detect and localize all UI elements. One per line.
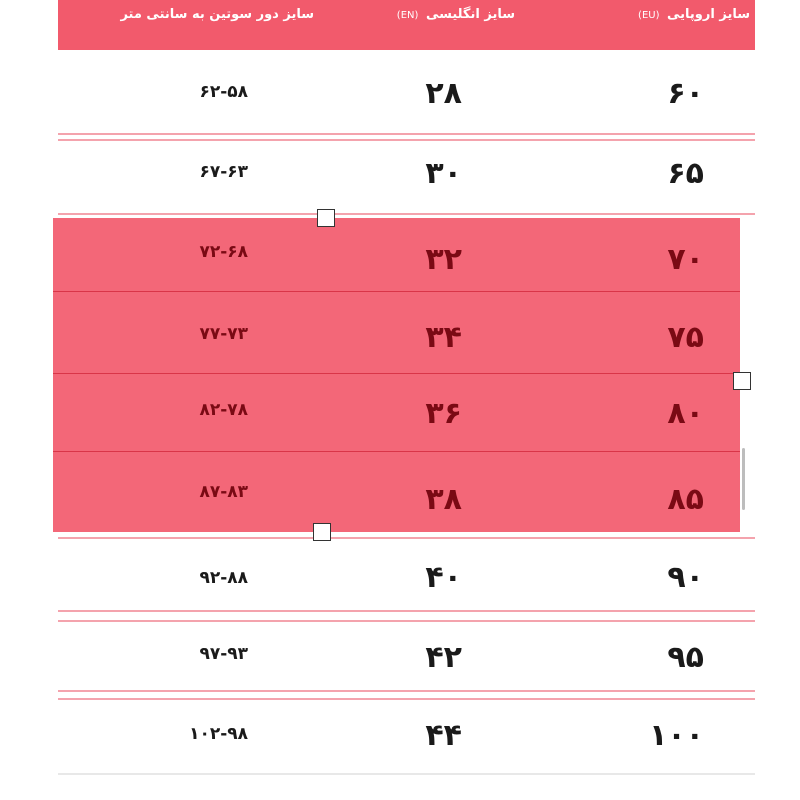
row-separator — [58, 620, 755, 622]
selection-row-divider — [53, 451, 740, 452]
row-separator — [58, 773, 755, 775]
table-header — [58, 0, 755, 50]
cell-cm-range: ۸۷-۸۳ — [199, 482, 248, 502]
cell-en-size: ۴۴ — [425, 718, 462, 753]
row-separator — [58, 537, 755, 539]
cell-eu-size: ۸۰ — [667, 396, 704, 431]
header-cm-size — [120, 7, 314, 22]
cell-eu-size: ۷۰ — [667, 242, 704, 277]
cell-en-size: ۴۲ — [425, 640, 462, 675]
cell-cm-range: ۶۲-۵۸ — [199, 82, 248, 102]
cell-cm-range: ۸۲-۷۸ — [199, 400, 248, 420]
cell-en-size: ۲۸ — [425, 76, 462, 111]
header-eu-label: سایز اروپایی — [667, 7, 750, 22]
cell-eu-size: ۷۵ — [667, 320, 704, 355]
cell-cm-range: ۹۲-۸۸ — [199, 568, 248, 588]
text-selection-highlight[interactable] — [53, 218, 740, 532]
selection-row-divider — [53, 291, 740, 292]
cell-cm-range: ۱۰۲-۹۸ — [189, 724, 248, 744]
row-separator — [58, 213, 755, 215]
cell-cm-range: ۷۲-۶۸ — [199, 242, 248, 262]
cell-eu-size: ۸۵ — [667, 482, 704, 517]
header-en-size — [394, 7, 515, 22]
cell-eu-size: ۶۵ — [667, 156, 704, 191]
row-separator — [58, 690, 755, 692]
header-eu-code: (EU) — [638, 10, 660, 21]
row-separator — [58, 133, 755, 135]
selection-handle-right[interactable] — [733, 372, 751, 390]
row-separator — [58, 139, 755, 141]
cell-eu-size: ۹۰ — [667, 560, 704, 595]
cell-en-size: ۳۴ — [425, 320, 462, 355]
row-separator — [58, 610, 755, 612]
cell-en-size: ۳۶ — [425, 396, 462, 431]
selection-handle-bottom[interactable] — [313, 523, 331, 541]
cell-en-size: ۴۰ — [425, 560, 462, 595]
cell-cm-range: ۶۷-۶۳ — [199, 162, 248, 182]
cell-cm-range: ۷۷-۷۳ — [199, 324, 248, 344]
selection-row-divider — [53, 373, 740, 374]
header-eu-size — [635, 7, 750, 22]
cell-cm-range: ۹۷-۹۳ — [199, 644, 248, 664]
cell-en-size: ۳۸ — [425, 482, 462, 517]
vertical-scrollbar[interactable] — [742, 448, 745, 510]
header-en-label: سایز انگلیسی — [425, 7, 515, 22]
cell-en-size: ۳۰ — [425, 156, 462, 191]
cell-eu-size: ۶۰ — [667, 76, 704, 111]
header-en-code: (EN) — [396, 10, 419, 21]
header-cm-label: سایز دور سوتین به سانتی متر — [120, 7, 314, 22]
selection-handle-top[interactable] — [317, 209, 335, 227]
cell-eu-size: ۹۵ — [667, 640, 704, 675]
cell-en-size: ۳۲ — [425, 242, 462, 277]
cell-eu-size: ۱۰۰ — [649, 718, 704, 753]
row-separator — [58, 698, 755, 700]
